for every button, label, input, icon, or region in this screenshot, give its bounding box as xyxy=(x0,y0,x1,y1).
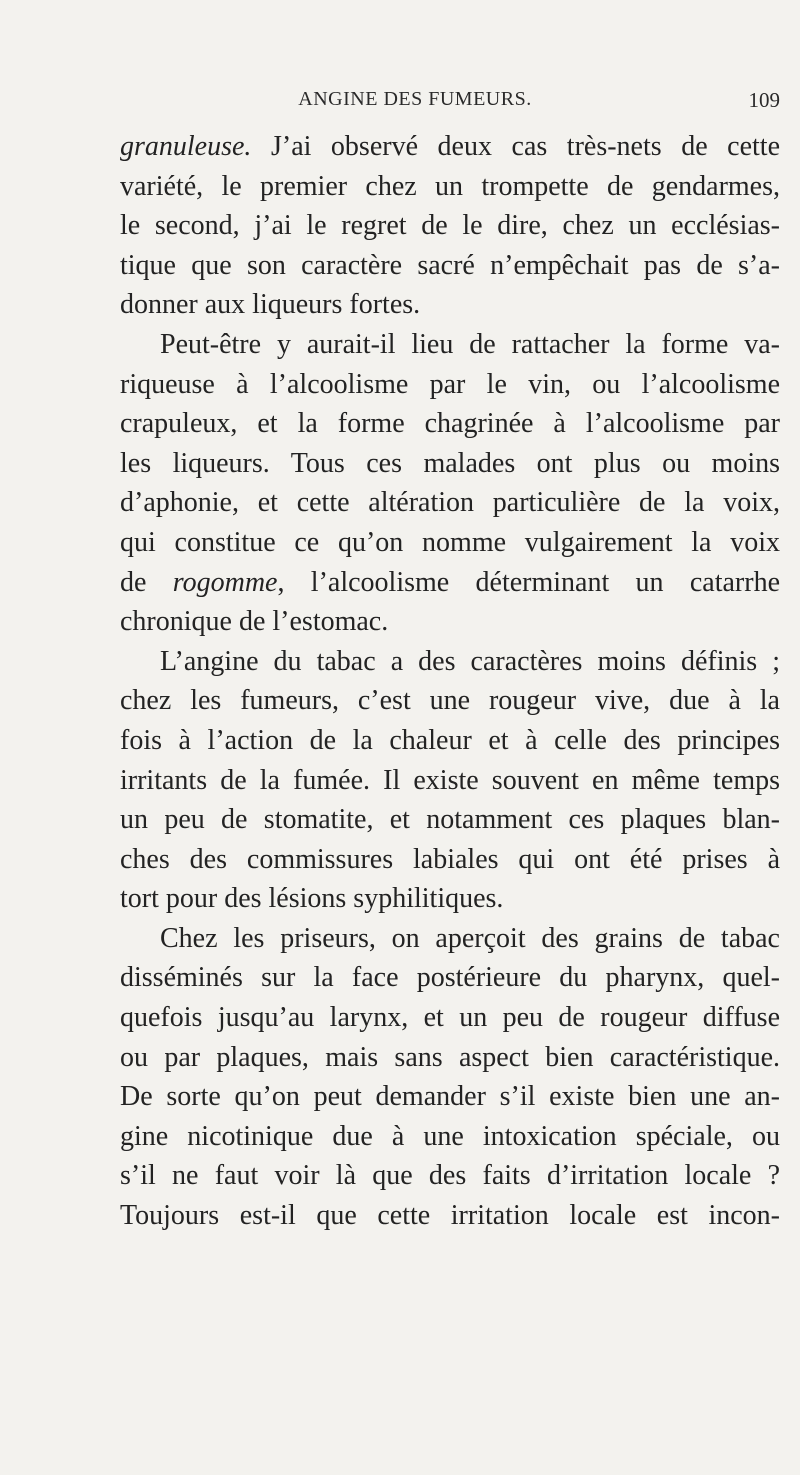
line-text: J’ai observé deux cas très-nets de cette xyxy=(251,131,780,162)
text-line: Chez les priseurs, on aperçoit des grains de tabac xyxy=(160,922,780,954)
line-text: , l’alcoolisme déterminant un catarrhe xyxy=(277,566,780,598)
line-text: de xyxy=(120,566,173,598)
running-title: ANGINE DES FUMEURS. xyxy=(298,88,532,110)
page-number: 109 xyxy=(748,88,780,112)
body-text xyxy=(120,127,780,1236)
text-line: tort pour des lésions syphilitiques. xyxy=(120,883,504,915)
text-line: d’aphonie, et cette altération particulière de la voix, xyxy=(120,487,780,519)
text-line: qui constitue ce qu’on nomme vulgairement la voix xyxy=(120,526,780,558)
text-line: tique que son caractère sacré n’empêchait pas de s’a- xyxy=(120,249,780,281)
text-line: chez les fumeurs, c’est une rougeur vive, due à la xyxy=(120,685,780,717)
text-line: Toujours est-il que cette irritation locale est incon- xyxy=(120,1200,780,1232)
text-line: un peu de stomatite, et notamment ces plaques blan- xyxy=(120,804,780,836)
text-line: ou par plaques, mais sans aspect bien caractéristique. xyxy=(120,1041,780,1073)
italic-word: granuleuse. xyxy=(120,131,252,162)
text-line: fois à l’action de la chaleur et à celle des principes xyxy=(120,724,780,756)
text-line: Peut-être y aurait-il lieu de rattacher la forme va- xyxy=(160,328,780,360)
text-line: donner aux liqueurs fortes. xyxy=(120,289,421,321)
text-line: ches des commissures labiales qui ont été prises à xyxy=(120,843,780,875)
text-line: irritants de la fumée. Il existe souvent en même temps xyxy=(120,764,780,796)
text-line: L’angine du tabac a des caractères moins définis ; xyxy=(160,645,780,677)
text-line: le second, j’ai le regret de le dire, chez un ecclésias- xyxy=(120,210,780,242)
text-line: gine nicotinique due à une intoxication spéciale, ou xyxy=(120,1120,780,1152)
text-line: crapuleux, et la forme chagrinée à l’alcoolisme par xyxy=(120,408,780,440)
text-line: les liqueurs. Tous ces malades ont plus ou moins xyxy=(120,447,780,479)
text-line: De sorte qu’on peut demander s’il existe bien une an- xyxy=(120,1081,780,1113)
text-line xyxy=(120,127,780,167)
text-line: disséminés sur la face postérieure du pharynx, quel- xyxy=(120,962,780,994)
text-line: riqueuse à l’alcoolisme par le vin, ou l’alcoolisme xyxy=(120,368,780,400)
running-head xyxy=(120,88,780,118)
text-line: s’il ne faut voir là que des faits d’irritation locale ? xyxy=(120,1160,780,1192)
text-line xyxy=(120,563,780,603)
text-line: variété, le premier chez un trompette de gendarmes, xyxy=(120,170,780,202)
italic-word: rogomme xyxy=(172,566,278,598)
text-line: quefois jusqu’au larynx, et un peu de rougeur diffuse xyxy=(120,1002,780,1034)
text-line: chronique de l’estomac. xyxy=(120,606,389,638)
